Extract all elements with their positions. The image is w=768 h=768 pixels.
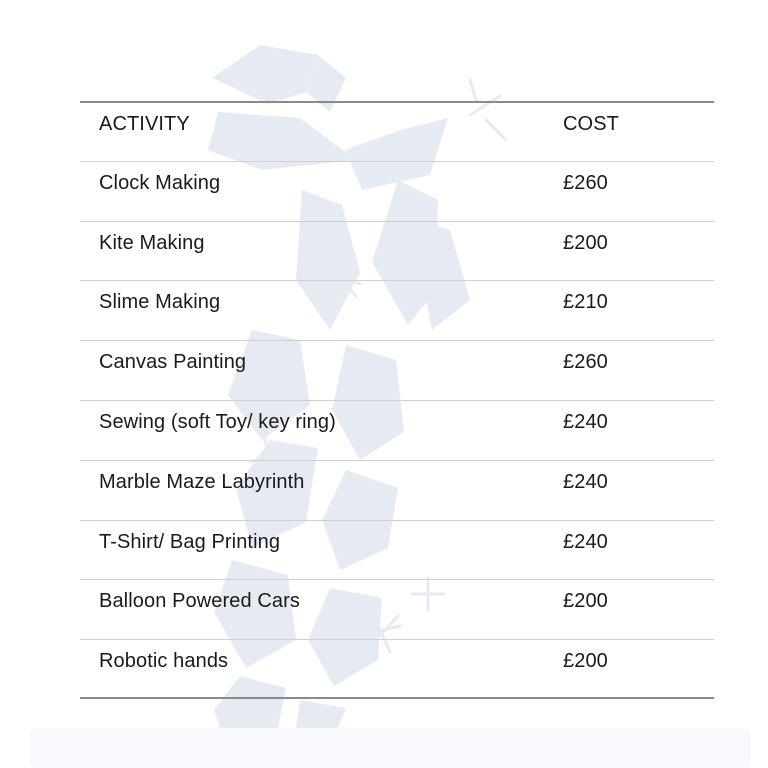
activity-name: Slime Making bbox=[99, 291, 221, 314]
bottom-fade-band bbox=[30, 728, 750, 768]
table-row bbox=[80, 161, 714, 221]
activity-cost: £200 bbox=[563, 650, 608, 673]
activity-cost: £240 bbox=[563, 530, 608, 553]
activity-cost: £260 bbox=[563, 351, 608, 374]
table-header-row bbox=[80, 101, 714, 161]
activity-name: Canvas Painting bbox=[99, 351, 247, 374]
table-row bbox=[80, 579, 714, 639]
activity-cost: £240 bbox=[563, 410, 608, 433]
table-row bbox=[80, 400, 714, 460]
table-row bbox=[80, 280, 714, 340]
activity-cost: £200 bbox=[563, 231, 608, 254]
table-row bbox=[80, 221, 714, 281]
activity-cost: £200 bbox=[563, 590, 608, 613]
table-row bbox=[80, 520, 714, 580]
column-header-activity: ACTIVITY bbox=[99, 113, 190, 135]
activity-cost: £260 bbox=[563, 171, 608, 194]
table-row bbox=[80, 639, 714, 699]
activity-name: Kite Making bbox=[99, 231, 205, 254]
activity-name: Robotic hands bbox=[99, 650, 229, 673]
column-header-cost: COST bbox=[563, 113, 619, 135]
activity-name: Sewing (soft Toy/ key ring) bbox=[99, 410, 336, 433]
activity-price-table bbox=[80, 101, 714, 699]
table-row bbox=[80, 460, 714, 520]
activity-name: Marble Maze Labyrinth bbox=[99, 470, 305, 493]
activity-name: Clock Making bbox=[99, 171, 221, 194]
activity-cost: £210 bbox=[563, 291, 608, 314]
activity-cost: £240 bbox=[563, 470, 608, 493]
activity-name: Balloon Powered Cars bbox=[99, 590, 300, 613]
table-row bbox=[80, 340, 714, 400]
activity-name: T-Shirt/ Bag Printing bbox=[99, 530, 281, 553]
